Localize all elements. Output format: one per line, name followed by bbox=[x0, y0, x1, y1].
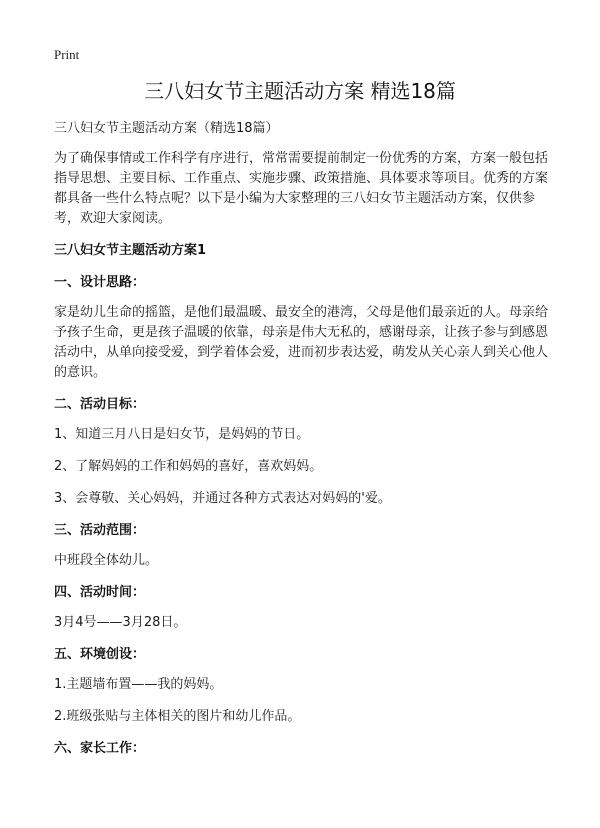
section-heading: 二、活动目标： bbox=[54, 397, 146, 412]
section-heading: 三、活动范围： bbox=[54, 523, 146, 538]
document-body bbox=[54, 119, 552, 769]
list-item: 1、知道三月八日是妇女节，是妈妈的节日。 bbox=[54, 427, 310, 442]
section-title: 三八妇女节主题活动方案1 bbox=[54, 243, 207, 258]
print-link[interactable]: Print bbox=[54, 47, 80, 62]
section-heading: 一、设计思路： bbox=[54, 275, 146, 290]
list-item: 3、会尊敬、关心妈妈，并通过各种方式表达对妈妈的'爱。 bbox=[54, 491, 391, 506]
section-paragraph: 中班段全体幼儿。 bbox=[54, 553, 159, 568]
document-title: 三八妇女节主题活动方案 精选18篇 bbox=[144, 79, 456, 103]
section-paragraph: 3月4号——3月28日。 bbox=[54, 615, 187, 630]
section-heading: 六、家长工作： bbox=[54, 741, 146, 756]
list-item: 2.班级张贴与主体相关的图片和幼儿作品。 bbox=[54, 709, 301, 724]
section-paragraph: 家是幼儿生命的摇篮，是他们最温暖、最安全的港湾，父母是他们最亲近的人。母亲给予孩子生命，更是孩子温暖的依靠，母亲是伟大无私的，感谢母亲，让孩子参与到感恩活动中，从单向接受爱，到学着体会爱，进而初步表达爱，萌发从关心亲人到关心他人的意识。 bbox=[54, 305, 549, 380]
list-item: 2、了解妈妈的工作和妈妈的喜好，喜欢妈妈。 bbox=[54, 459, 323, 474]
intro-paragraph: 为了确保事情或工作科学有序进行，常常需要提前制定一份优秀的方案，方案一般包括指导思想、主要目标、工作重点、实施步骤、政策措施、具体要求等项目。优秀的方案都具备一些什么特点呢？以下是小编为大家整理的三八妇女节主题活动方案，仅供参考，欢迎大家阅读。 bbox=[54, 151, 549, 226]
list-item: 1.主题墙布置——我的妈妈。 bbox=[54, 677, 223, 692]
document-subtitle: 三八妇女节主题活动方案（精选18篇） bbox=[54, 121, 279, 136]
section-heading: 四、活动时间： bbox=[54, 585, 146, 600]
section-heading: 五、环境创设： bbox=[54, 647, 146, 662]
